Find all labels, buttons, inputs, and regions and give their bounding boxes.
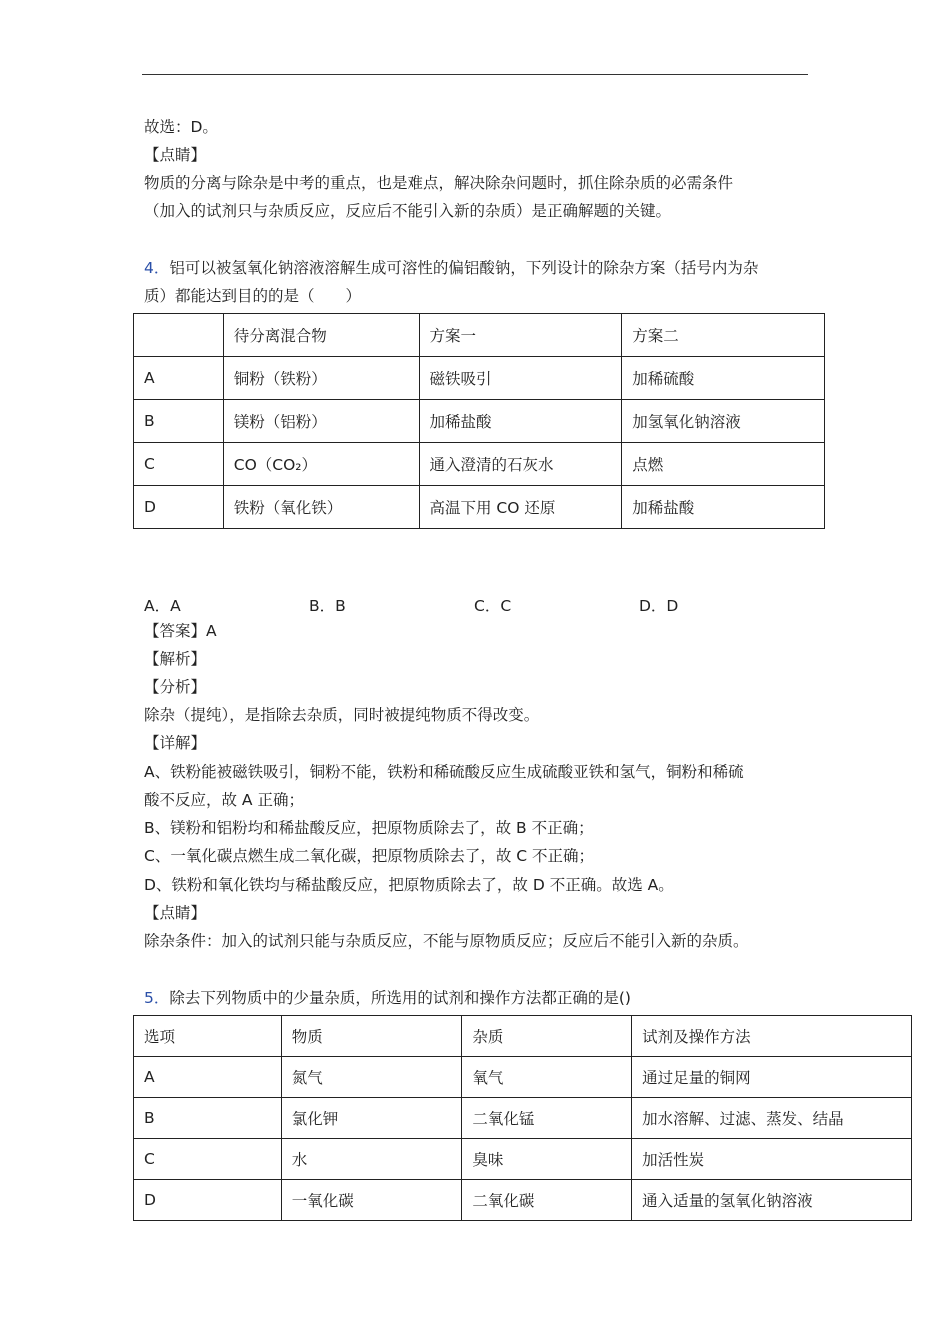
table-cell: 高温下用 CO 还原 xyxy=(419,486,622,529)
table-cell: 通过足量的铜网 xyxy=(632,1057,912,1098)
table-row xyxy=(134,486,825,529)
q5-table xyxy=(133,1015,912,1221)
tag-xiangjie: 【详解】 xyxy=(144,734,207,752)
table-cell: 氮气 xyxy=(281,1057,462,1098)
detail-line-3: B、镁粉和铝粉均和稀盐酸反应，把原物质除去了，故 B 不正确； xyxy=(144,819,594,837)
table-cell: A xyxy=(134,1057,282,1098)
table-cell: 点燃 xyxy=(622,443,825,486)
table-cell: 二氧化碳 xyxy=(462,1180,632,1221)
table-cell: 二氧化锰 xyxy=(462,1098,632,1139)
table-cell: A xyxy=(134,357,224,400)
tag-jiexi: 【解析】 xyxy=(144,650,207,668)
table-cell: 一氧化碳 xyxy=(281,1180,462,1221)
q4-number: 4． xyxy=(144,259,170,277)
table-row xyxy=(134,1098,912,1139)
table-cell: CO（CO₂） xyxy=(223,443,419,486)
table-header-cell: 待分离混合物 xyxy=(223,314,419,357)
answer-tag: 【答案】A xyxy=(144,622,217,640)
table-row xyxy=(134,357,825,400)
dianjing-text: 除杂条件：加入的试剂只能与杂质反应，不能与原物质反应；反应后不能引入新的杂质。 xyxy=(144,932,749,950)
table-row xyxy=(134,1057,912,1098)
answer-line: 故选：D。 xyxy=(144,118,218,136)
table-header-cell: 物质 xyxy=(281,1016,462,1057)
detail-line-2: 酸不反应，故 A 正确； xyxy=(144,791,304,809)
detail-line-5: D、铁粉和氧化铁均与稀盐酸反应，把原物质除去了，故 D 不正确。故选 A。 xyxy=(144,876,674,894)
table-header-row xyxy=(134,314,825,357)
table-row xyxy=(134,400,825,443)
table-cell: B xyxy=(134,1098,282,1139)
q4-table xyxy=(133,313,825,529)
table-row xyxy=(134,1180,912,1221)
q4-stem-text: 铝可以被氢氧化钠溶液溶解生成可溶性的偏铝酸钠，下列设计的除杂方案（括号内为杂 xyxy=(169,259,759,277)
table-header-cell: 方案一 xyxy=(419,314,622,357)
table-cell: 加活性炭 xyxy=(632,1139,912,1180)
q5-number: 5． xyxy=(144,989,170,1007)
tag-dianjing-2: 【点睛】 xyxy=(144,904,207,922)
table-header-cell: 方案二 xyxy=(622,314,825,357)
table-cell: C xyxy=(134,1139,282,1180)
option-d: D．D xyxy=(639,597,679,615)
table-header-cell: 试剂及操作方法 xyxy=(632,1016,912,1057)
q5-stem-text: 除去下列物质中的少量杂质，所选用的试剂和操作方法都正确的是() xyxy=(169,989,631,1007)
table-cell: 铁粉（氧化铁） xyxy=(223,486,419,529)
tag-fenxi: 【分析】 xyxy=(144,678,207,696)
table-cell: D xyxy=(134,1180,282,1221)
q4-stem-line-2: 质）都能达到目的的是（ ） xyxy=(144,287,362,305)
table-cell: 水 xyxy=(281,1139,462,1180)
table-cell: 加稀硫酸 xyxy=(622,357,825,400)
option-a: A．A xyxy=(144,597,181,615)
option-b: B．B xyxy=(309,597,346,615)
detail-line-1: A、铁粉能被磁铁吸引，铜粉不能，铁粉和稀硫酸反应生成硫酸亚铁和氢气，铜粉和稀硫 xyxy=(144,763,744,781)
detail-line-4: C、一氧化碳点燃生成二氧化碳，把原物质除去了，故 C 不正确； xyxy=(144,847,595,865)
table-row xyxy=(134,1139,912,1180)
table-cell: 加水溶解、过滤、蒸发、结晶 xyxy=(632,1098,912,1139)
table-cell: 磁铁吸引 xyxy=(419,357,622,400)
table-cell: 铜粉（铁粉） xyxy=(223,357,419,400)
header-rule xyxy=(142,74,808,75)
table-cell: B xyxy=(134,400,224,443)
paragraph-line-1: 物质的分离与除杂是中考的重点，也是难点，解决除杂问题时，抓住除杂质的必需条件 xyxy=(144,174,734,192)
table-header-row xyxy=(134,1016,912,1057)
table-cell: 氯化钾 xyxy=(281,1098,462,1139)
option-c: C．C xyxy=(474,597,512,615)
table-header-cell: 选项 xyxy=(134,1016,282,1057)
table-cell: 氧气 xyxy=(462,1057,632,1098)
table-header-cell: 杂质 xyxy=(462,1016,632,1057)
table-cell: 加稀盐酸 xyxy=(622,486,825,529)
table-header-cell xyxy=(134,314,224,357)
table-cell: D xyxy=(134,486,224,529)
table-cell: 加稀盐酸 xyxy=(419,400,622,443)
tag-dianjing: 【点睛】 xyxy=(144,146,207,164)
table-row xyxy=(134,443,825,486)
paragraph-line-2: （加入的试剂只与杂质反应，反应后不能引入新的杂质）是正确解题的关键。 xyxy=(144,202,672,220)
q4-stem-line-1 xyxy=(144,258,758,278)
table-cell: 加氢氧化钠溶液 xyxy=(622,400,825,443)
fenxi-text: 除杂（提纯），是指除去杂质，同时被提纯物质不得改变。 xyxy=(144,706,540,724)
q5-stem xyxy=(144,988,631,1008)
table-cell: 通入澄清的石灰水 xyxy=(419,443,622,486)
table-cell: C xyxy=(134,443,224,486)
table-cell: 镁粉（铝粉） xyxy=(223,400,419,443)
table-cell: 臭味 xyxy=(462,1139,632,1180)
table-cell: 通入适量的氢氧化钠溶液 xyxy=(632,1180,912,1221)
